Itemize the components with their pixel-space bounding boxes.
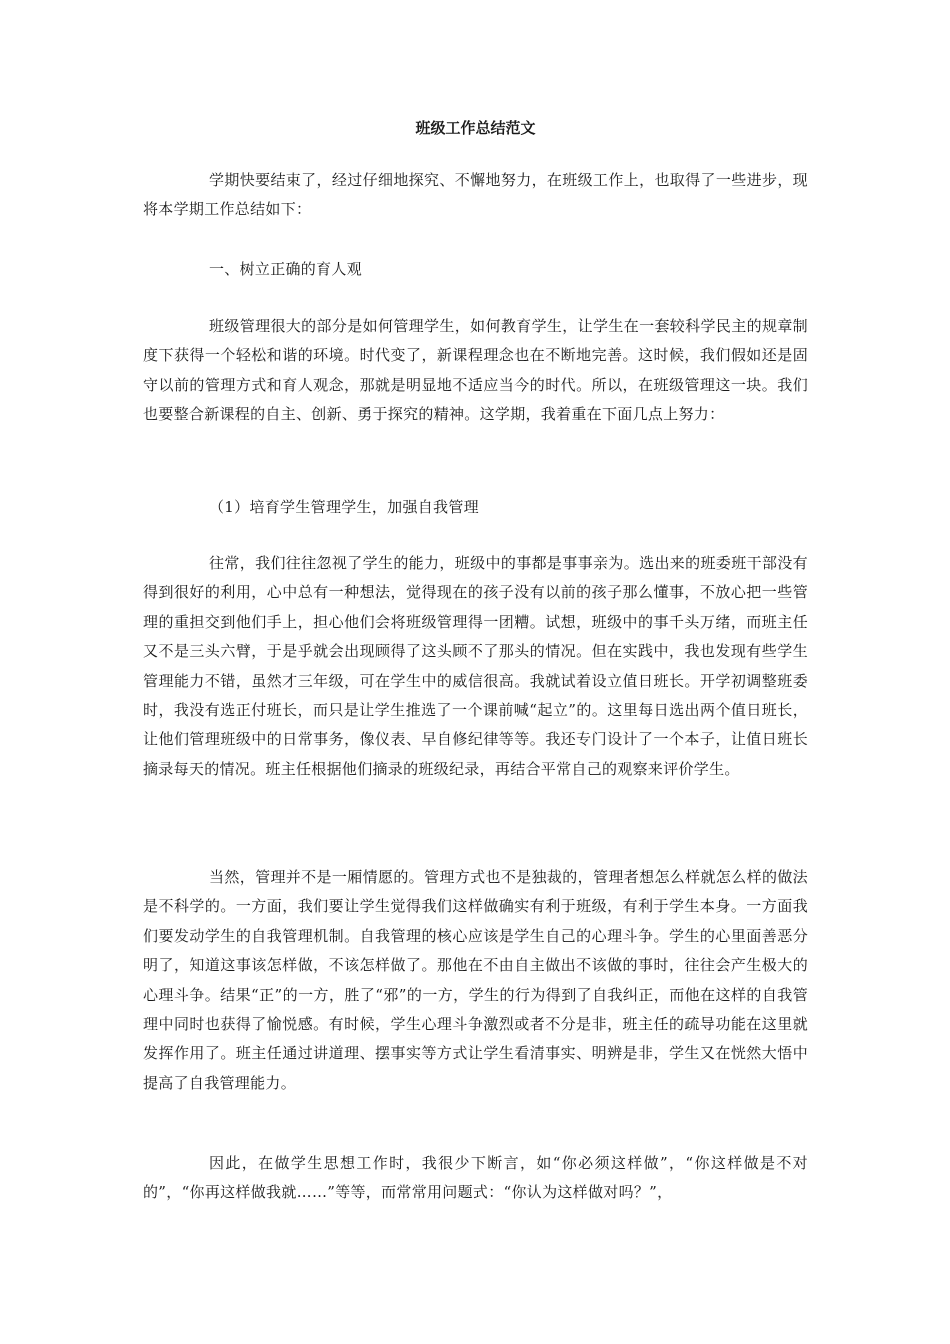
management-paragraph: 当然，管理并不是一厢情愿的。管理方式也不是独裁的，管理者想怎么样就怎么样的做法是不科学的。一方面，我们要让学生觉得我们这样做确实有利于班级，有利于学生本身。一方面我们要发动学生的自我管理机制。自我管理的核心应该是学生自己的心理斗争。学生的心里面善恶分明了，知道这事该怎样做，不该怎样做了。那他在不由自主做出不该做的事时，往往会产生极大的心理斗争。结果“正”的一方，胜了“邪”的一方，学生的行为得到了自我纠正，而他在这样的自我管理中同时也获得了愉悦感。有时候，学生心理斗争激烈或者不分是非，班主任的疏导功能在这里就发挥作用了。班主任通过讲道理、摆事实等方式让学生看清事实、明辨是非，学生又在恍然大悟中提高了自我管理能力。 (143, 868, 808, 1092)
therefore-paragraph: 因此，在做学生思想工作时，我很少下断言，如“你必须这样做”，“你这样做是不对的”，“你再这样做我就……”等等，而常常用问题式：“你认为这样做对吗？”， (143, 1154, 808, 1202)
section1-paragraph: 班级管理很大的部分是如何管理学生，如何教育学生，让学生在一套较科学民主的规章制度下获得一个轻松和谐的环境。时代变了，新课程理念也在不断地完善。这时候，我们假如还是固守以前的管理方式和育人观念，那就是明显地不适应当今的时代。所以，在班级管理这一块。我们也要整合新课程的自主、创新、勇于探究的精神。这学期，我着重在下面几点上努力： (143, 317, 808, 424)
subsection-heading-1: （1）培育学生管理学生，加强自我管理 (209, 498, 479, 516)
document-title: 班级工作总结范文 (415, 119, 536, 137)
intro-paragraph: 学期快要结束了，经过仔细地探究、不懈地努力，在班级工作上，也取得了一些进步，现将本学期工作总结如下： (143, 171, 808, 219)
section-heading-1: 一、树立正确的育人观 (209, 260, 363, 278)
routine-paragraph: 往常，我们往往忽视了学生的能力，班级中的事都是事事亲为。选出来的班委班干部没有得到很好的利用，心中总有一种想法，觉得现在的孩子没有以前的孩子那么懂事，不放心把一些管理的重担交到他们手上，担心他们会将班级管理得一团糟。试想，班级中的事千头万绪，而班主任又不是三头六臂，于是乎就会出现顾得了这头顾不了那头的情况。但在实践中，我也发现有些学生管理能力不错，虽然才三年级，可在学生中的威信很高。我就试着设立值日班长。开学初调整班委时，我没有选正付班长，而只是让学生推选了一个课前喊“起立”的。这里每日选出两个值日班长，让他们管理班级中的日常事务，像仪表、早自修纪律等等。我还专门设计了一个本子，让值日班长摘录每天的情况。班主任根据他们摘录的班级纪录，再结合平常自己的观察来评价学生。 (143, 554, 808, 778)
